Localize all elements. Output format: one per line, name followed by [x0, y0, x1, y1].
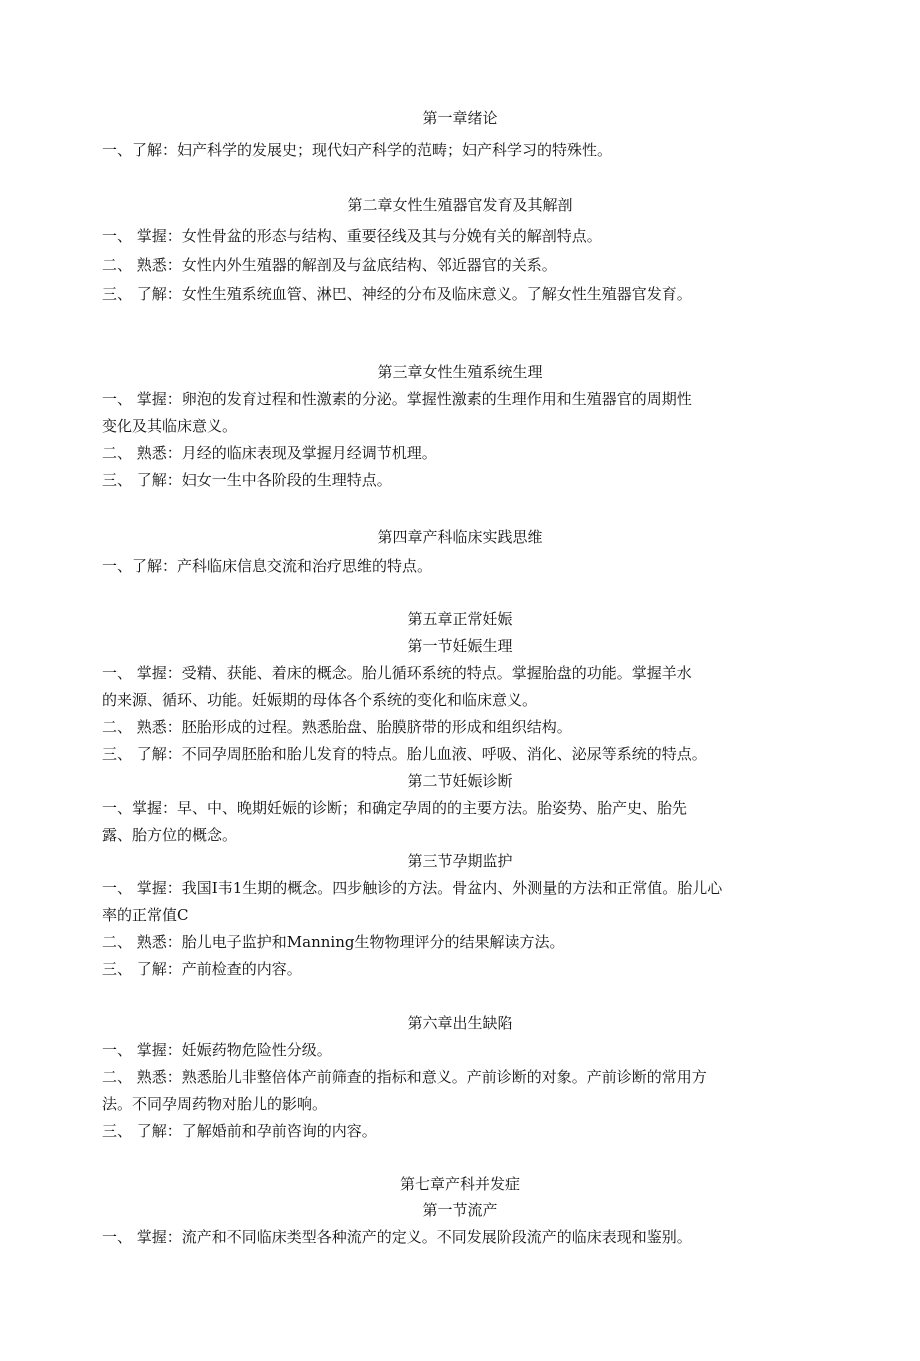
list-item: 二、 熟悉：胎儿电子监护和Manning生物物理评分的结果解读方法。	[102, 933, 565, 951]
list-item: 三、 了解：产前检查的内容。	[102, 960, 302, 978]
chapter-title: 第四章产科临床实践思维	[377, 528, 543, 546]
chapter-title: 第三章女性生殖系统生理	[377, 363, 543, 381]
list-item: 法。不同孕周药物对胎儿的影响。	[102, 1095, 328, 1113]
chapter-title: 第五章正常妊娠	[407, 610, 513, 628]
list-item: 一、掌握：早、中、晚期妊娠的诊断；和确定孕周的的主要方法。胎姿势、胎产史、胎先	[102, 799, 688, 817]
list-item: 一、 掌握：卵泡的发育过程和性激素的分泌。掌握性激素的生理作用和生殖器官的周期性	[102, 390, 692, 408]
section-title: 第一节妊娠生理	[407, 637, 513, 655]
list-item: 露、胎方位的概念。	[102, 826, 238, 844]
section-title: 第二节妊娠诊断	[407, 772, 513, 790]
list-item: 三、 了解：女性生殖系统血管、淋巴、神经的分布及临床意义。了解女性生殖器官发育。	[102, 285, 692, 303]
chapter-title: 第一章绪论	[422, 109, 498, 127]
list-item: 二、 熟悉：胚胎形成的过程。熟悉胎盘、胎膜脐带的形成和组织结构。	[102, 718, 572, 736]
section-title: 第三节孕期监护	[407, 852, 513, 870]
list-item: 一、 掌握：流产和不同临床类型各种流产的定义。不同发展阶段流产的临床表现和鉴别。	[102, 1228, 692, 1246]
chapter-title: 第六章出生缺陷	[407, 1014, 513, 1032]
chapter-title: 第二章女性生殖器官发育及其解剖	[347, 196, 573, 214]
list-item: 三、 了解：妇女一生中各阶段的生理特点。	[102, 471, 392, 489]
list-item: 变化及其临床意义。	[102, 417, 238, 435]
list-item: 三、 了解：了解婚前和孕前咨询的内容。	[102, 1122, 377, 1140]
list-item: 的来源、循环、功能。妊娠期的母体各个系统的变化和临床意义。	[102, 691, 538, 709]
list-item: 三、 了解：不同孕周胚胎和胎儿发育的特点。胎儿血液、呼吸、消化、泌尿等系统的特点。	[102, 745, 707, 763]
list-item: 二、 熟悉：女性内外生殖器的解剖及与盆底结构、邻近器官的关系。	[102, 256, 557, 274]
list-item: 一、 掌握：受精、获能、着床的概念。胎儿循环系统的特点。掌握胎盘的功能。掌握羊水	[102, 664, 692, 682]
list-item: 一、了解：妇产科学的发展史；现代妇产科学的范畴；妇产科学习的特殊性。	[102, 141, 613, 159]
list-item: 二、 熟悉：熟悉胎儿非整倍体产前筛查的指标和意义。产前诊断的对象。产前诊断的常用方	[102, 1068, 707, 1086]
chapter-title: 第七章产科并发症	[399, 1175, 520, 1193]
list-item: 二、 熟悉：月经的临床表现及掌握月经调节机理。	[102, 444, 437, 462]
list-item: 一、 掌握：女性骨盆的形态与结构、重要径线及其与分娩有关的解剖特点。	[102, 227, 602, 245]
list-item: 率的正常值C	[102, 906, 189, 924]
list-item: 一、 掌握：我国I韦1生期的概念。四步触诊的方法。骨盆内、外测量的方法和正常值。胎儿心	[102, 879, 723, 897]
list-item: 一、 掌握：妊娠药物危险性分级。	[102, 1041, 332, 1059]
list-item: 一、了解：产科临床信息交流和治疗思维的特点。	[102, 557, 433, 575]
section-title: 第一节流产	[422, 1201, 498, 1219]
